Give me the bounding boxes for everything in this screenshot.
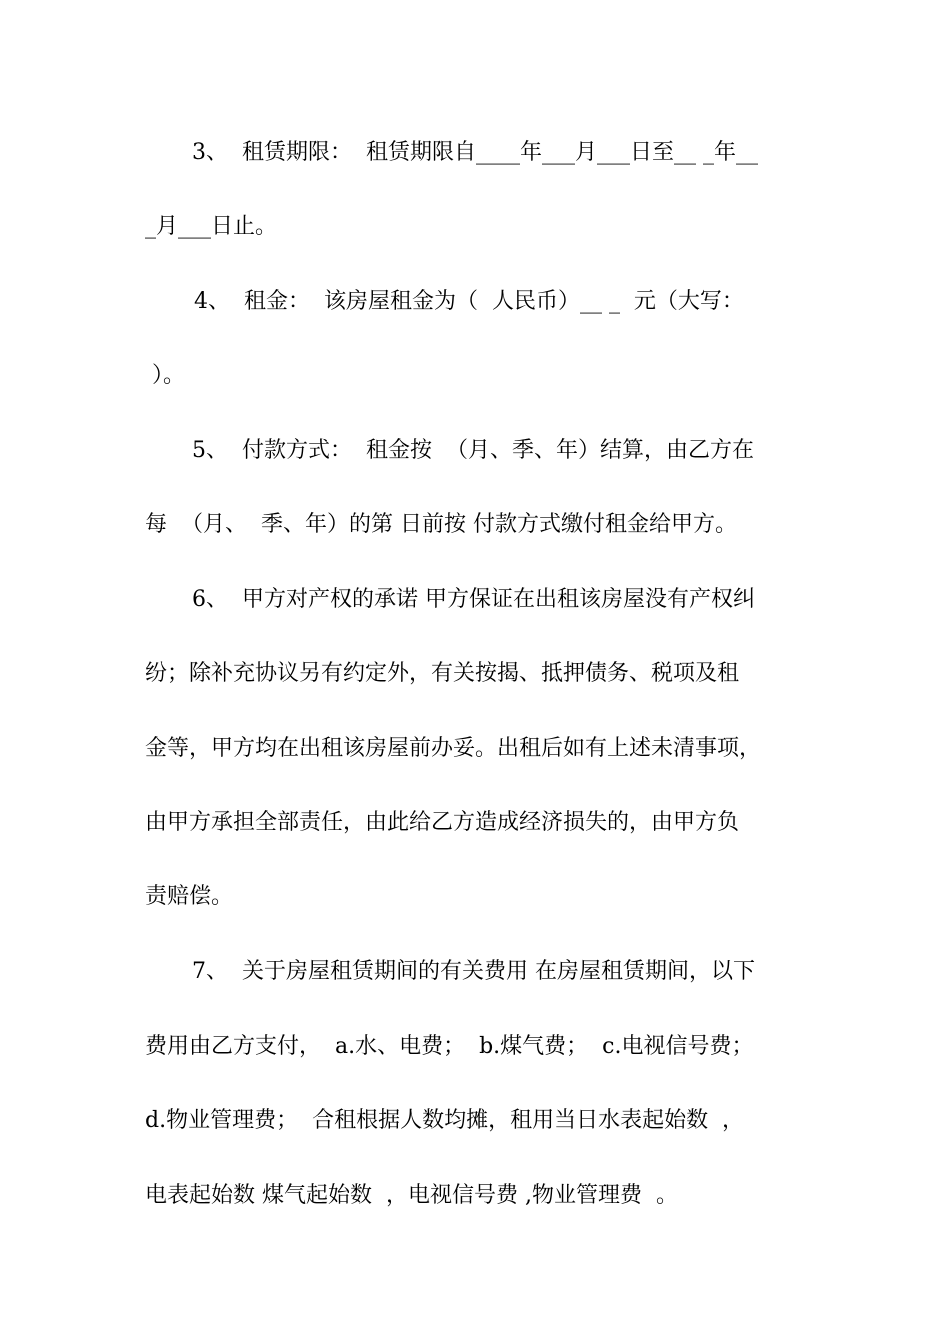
clause-7-line-4: 电表起始数 煤气起始数 ，电视信号费 ,物业管理费 。 — [145, 1183, 678, 1208]
clause-6-line-3: 金等，甲方均在出租该房屋前办妥。出租后如有上述未清事项， — [145, 736, 762, 761]
clause-6-line-2: 纷；除补充协议另有约定外，有关按揭、抵押债务、税项及租 — [145, 661, 740, 686]
clause-4-line-2: ）。 — [152, 363, 186, 388]
clause-5-line-2: 每 （月、 季、年）的第 日前按 付款方式缴付租金给甲方。 — [145, 512, 737, 537]
clause-7-line-2: 费用由乙方支付， a.水、电费； b.煤气费； c.电视信号费； — [145, 1034, 754, 1059]
clause-6-line-5: 责赔偿。 — [145, 884, 234, 909]
clause-3-line-1: 3、 租赁期限： 租赁期限自____年___月___日至__ _年__ — [192, 140, 758, 165]
clause-6-line-1: 6、 甲方对产权的承诺 甲方保证在出租该房屋没有产权纠 — [192, 587, 755, 612]
clause-4-line-1: 4、 租金： 该房屋租金为（ 人民币）__ _ 元（大写： — [194, 289, 744, 314]
clause-3-line-2: _月___日止。 — [145, 214, 278, 239]
clause-5-line-1: 5、 付款方式： 租金按 （月、季、年）结算，由乙方在 — [192, 438, 754, 463]
clause-7-line-1: 7、 关于房屋租赁期间的有关费用 在房屋租赁期间，以下 — [192, 959, 755, 984]
clause-7-line-3: d.物业管理费； 合租根据人数均摊，租用当日水表起始数 ， — [145, 1108, 745, 1133]
clause-6-line-4: 由甲方承担全部责任，由此给乙方造成经济损失的，由甲方负 — [145, 810, 740, 835]
